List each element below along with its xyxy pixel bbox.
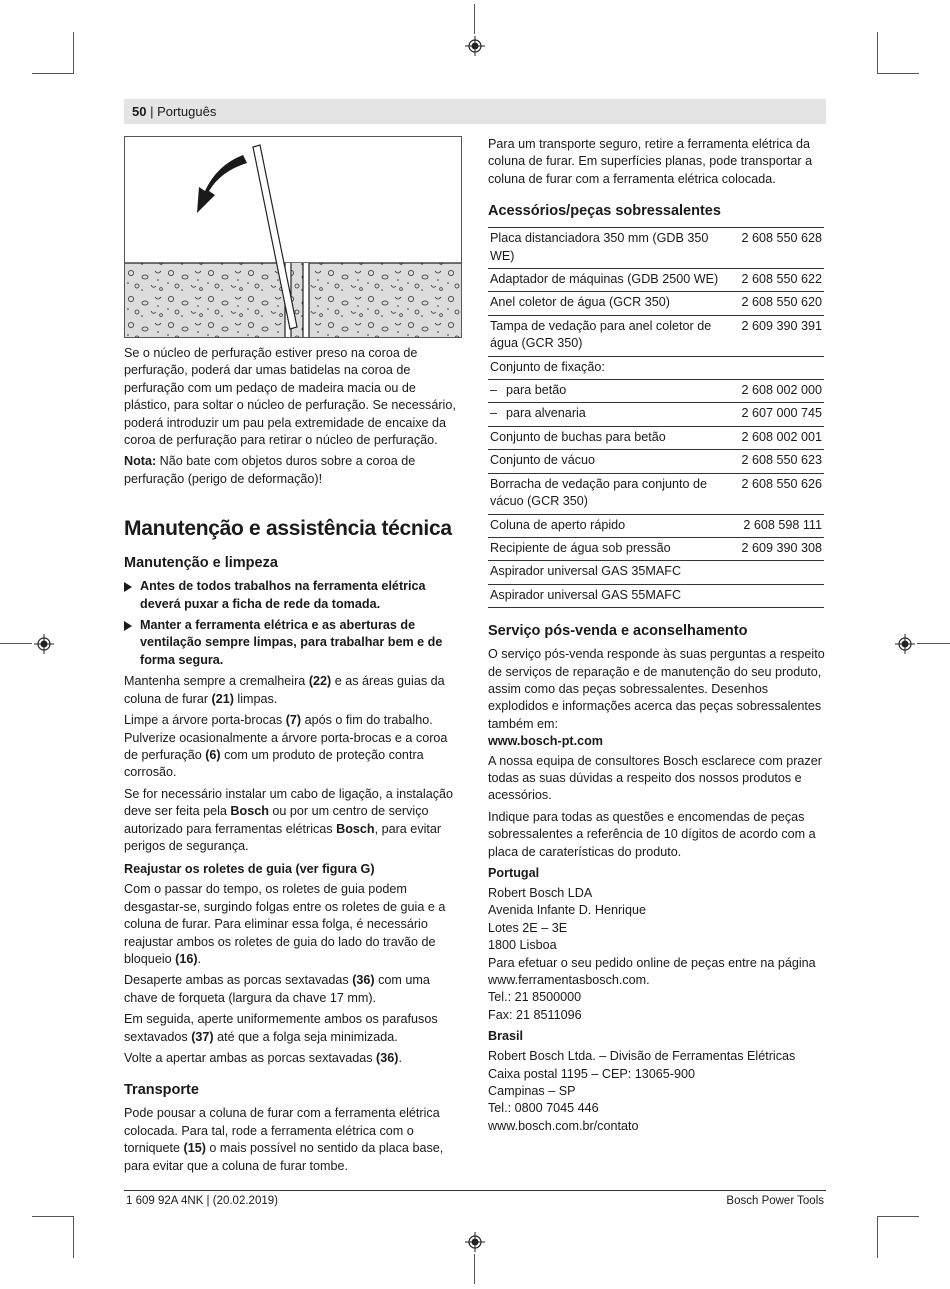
- part-name: Adaptador de máquinas (GDB 2500 WE): [488, 269, 728, 292]
- address-line: Robert Bosch LDA: [488, 886, 593, 900]
- triangle-bullet-icon: [124, 621, 132, 631]
- page-header: 50 | Português: [124, 99, 826, 124]
- parts-table-row: [488, 269, 824, 292]
- part-number: 2 608 550 623: [728, 450, 824, 473]
- triangle-bullet-icon: [124, 582, 132, 592]
- service-link[interactable]: www.bosch-pt.com: [488, 734, 603, 749]
- accessories-heading: Acessórios/peças sobressalentes: [488, 203, 721, 220]
- paragraph: Volte a apertar ambas as porcas sextavadas (36).: [124, 1051, 402, 1065]
- registration-mark-icon: [465, 1232, 485, 1252]
- registration-mark-icon: [465, 36, 485, 56]
- part-number: 2 609 390 308: [728, 537, 824, 560]
- address-line: Tel.: 21 8500000: [488, 990, 582, 1005]
- registration-mark-icon: [34, 634, 54, 654]
- part-name: Tampa de vedação para anel coletor de água (GCR 350): [488, 315, 728, 356]
- part-name: Aspirador universal GAS 35MAFC: [488, 561, 728, 584]
- part-number: [728, 356, 824, 379]
- note-paragraph: Nota: Não bate com objetos duros sobre a coroa de perfuração (perigo de deformação)!: [124, 454, 416, 486]
- note-label: Nota:: [124, 454, 157, 469]
- crop-mark: [32, 73, 74, 74]
- safety-bullet: Manter a ferramenta elétrica e as aberturas de ventilação sempre limpas, para trabalhar bem e de forma segura.: [124, 617, 464, 669]
- transport-paragraph: Para um transporte seguro, retire a ferramenta elétrica da coluna de furar. Em superfícies planas, pode transportar a coluna de furar com a ferramenta elétrica colocada.: [488, 137, 813, 186]
- parts-table-row: [488, 450, 824, 473]
- parts-table-row: [488, 356, 824, 379]
- address-line: Para efetuar o seu pedido online de peças entre na página www.ferramentasbosch.com.: [488, 955, 816, 988]
- address-line: Fax: 21 8511096: [488, 1007, 582, 1022]
- brasil-heading: Brasil: [488, 1029, 524, 1044]
- part-number: 2 608 598 111: [728, 514, 824, 537]
- paragraph: Desaperte ambas as porcas sextavadas (36) com uma chave de forqueta (largura da chave 17 mm).: [124, 973, 430, 1005]
- crop-mark: [877, 1216, 919, 1217]
- document-id: 1 609 92A 4NK | (20.02.2019): [126, 1195, 278, 1207]
- address-line: 1800 Lisboa: [488, 938, 557, 953]
- crop-mark: [32, 1216, 74, 1217]
- service-heading: Serviço pós-venda e aconselhamento: [488, 623, 748, 640]
- page-number: 50: [132, 104, 147, 119]
- part-name: – para alvenaria: [488, 403, 728, 426]
- right-column: [488, 136, 826, 1135]
- part-name: Borracha de vedação para conjunto de vácuo (GCR 350): [488, 473, 728, 514]
- header-language: Português: [157, 104, 217, 119]
- paragraph: Com o passar do tempo, os roletes de guia podem desgastar-se, surgindo folgas entre os roletes de guia e a coluna de furar. Para eliminar essa folga, é necessário reajustar ambos os roletes de guia do lado do travão de bloqueio (16).: [124, 882, 446, 966]
- part-name: Coluna de aperto rápido: [488, 514, 728, 537]
- parts-table-row: [488, 561, 824, 584]
- parts-table: [488, 227, 824, 608]
- part-number: [728, 561, 824, 584]
- maintenance-heading: Manutenção e assistência técnica: [124, 517, 452, 541]
- guide-rollers-heading: Reajustar os roletes de guia (ver figura G): [124, 862, 375, 877]
- part-number: 2 607 000 745: [728, 403, 824, 426]
- figure-caption: Se o núcleo de perfuração estiver preso na coroa de perfuração, poderá dar umas batidelas na coroa de perfuração com um pedaço de madeira macia ou de plástico, para soltar o núcleo de perfuração. Se necessário, poderá introduzir um pau pela extremidade de encaixe da coroa de perfuração para retirar o núcleo de perfuração.: [124, 346, 456, 448]
- crop-mark: [0, 643, 32, 644]
- crop-mark: [877, 1216, 878, 1258]
- paragraph: Mantenha sempre a cremalheira (22) e as áreas guias da coluna de furar (21) limpas.: [124, 674, 445, 706]
- part-name: Conjunto de buchas para betão: [488, 426, 728, 449]
- portugal-address: [488, 885, 826, 1024]
- page-footer: [124, 1190, 826, 1207]
- safety-bullet: Antes de todos trabalhos na ferramenta elétrica deverá puxar a ficha de rede da tomada.: [124, 578, 464, 613]
- parts-table-row: [488, 380, 824, 403]
- part-name: Aspirador universal GAS 55MAFC: [488, 584, 728, 607]
- part-name: Placa distanciadora 350 mm (GDB 350 WE): [488, 228, 728, 269]
- paragraph: Se for necessário instalar um cabo de ligação, a instalação deve ser feita pela Bosch ou por um centro de serviço autorizado para ferramentas elétricas Bosch, para evitar perigos de segurança.: [124, 786, 454, 853]
- part-number: [728, 584, 824, 607]
- address-line: Tel.: 0800 7045 446: [488, 1101, 599, 1116]
- registration-mark-icon: [895, 634, 915, 654]
- transport-heading: Transporte: [124, 1082, 199, 1099]
- part-number: 2 608 550 620: [728, 292, 824, 315]
- cleaning-heading: Manutenção e limpeza: [124, 555, 278, 572]
- part-name: Anel coletor de água (GCR 350): [488, 292, 728, 315]
- crop-mark: [877, 32, 878, 74]
- service-paragraph: O serviço pós-venda responde às suas perguntas a respeito de serviços de reparação e de manutenção do seu produto, assim como das peças sobressalentes. Desenhos explodidos e informações acerca das peças sobressalentes também em:: [488, 647, 825, 731]
- parts-table-row: [488, 426, 824, 449]
- parts-table-row: [488, 228, 824, 269]
- drill-core-figure: [125, 137, 462, 338]
- paragraph: Limpe a árvore porta-brocas (7) após o fim do trabalho. Pulverize ocasionalmente a árvore porta-brocas e a coroa de perfuração (6) com um produto de proteção contra corrosão.: [124, 713, 448, 780]
- parts-table-row: [488, 292, 824, 315]
- parts-table-row: [488, 315, 824, 356]
- part-name: Recipiente de água sob pressão: [488, 537, 728, 560]
- crop-mark: [73, 32, 74, 74]
- parts-table-row: [488, 403, 824, 426]
- part-number: 2 609 390 391: [728, 315, 824, 356]
- crop-mark: [474, 4, 475, 34]
- parts-table-row: [488, 537, 824, 560]
- part-number: 2 608 550 622: [728, 269, 824, 292]
- address-line: Robert Bosch Ltda. – Divisão de Ferramentas Elétricas: [488, 1049, 796, 1064]
- parts-table-row: [488, 473, 824, 514]
- footer-brand: Bosch Power Tools: [726, 1195, 824, 1207]
- part-name: Conjunto de fixação:: [488, 356, 728, 379]
- part-number: 2 608 002 001: [728, 426, 824, 449]
- parts-table-row: [488, 514, 824, 537]
- paragraph: Em seguida, aperte uniformemente ambos os parafusos sextavados (37) até que a folga seja minimizada.: [124, 1012, 438, 1044]
- part-number: 2 608 002 000: [728, 380, 824, 403]
- crop-mark: [474, 1254, 475, 1284]
- part-number: 2 608 550 628: [728, 228, 824, 269]
- part-number: 2 608 550 626: [728, 473, 824, 514]
- parts-table-row: [488, 584, 824, 607]
- address-line: Avenida Infante D. Henrique: [488, 903, 646, 918]
- address-line: Lotes 2E – 3E: [488, 920, 568, 935]
- part-name: – para betão: [488, 380, 728, 403]
- part-name: Conjunto de vácuo: [488, 450, 728, 473]
- crop-mark: [73, 1216, 74, 1258]
- brasil-address: [488, 1048, 826, 1135]
- address-line: Caixa postal 1195 – CEP: 13065-900: [488, 1066, 696, 1081]
- crop-mark: [917, 643, 950, 644]
- core-removal-illustration: [124, 136, 462, 338]
- portugal-heading: Portugal: [488, 866, 540, 880]
- service-paragraph: Indique para todas as questões e encomendas de peças sobressalentes a referência de 10 dígitos de acordo com a placa de caraterísticas do produto.: [488, 809, 816, 859]
- paragraph: Pode pousar a coluna de furar com a ferramenta elétrica colocada. Para tal, rode a ferramenta elétrica com o torniquete (15) o mais possível no sentido da placa base, para evitar que a coluna de furar tombe.: [124, 1106, 444, 1173]
- left-column: [124, 345, 464, 1179]
- address-line: www.bosch.com.br/contato: [488, 1118, 639, 1133]
- service-paragraph: A nossa equipa de consultores Bosch esclarece com prazer todas as suas dúvidas a respeito dos nossos produtos e acessórios.: [488, 753, 822, 803]
- address-line: Campinas – SP: [488, 1084, 576, 1099]
- crop-mark: [877, 73, 919, 74]
